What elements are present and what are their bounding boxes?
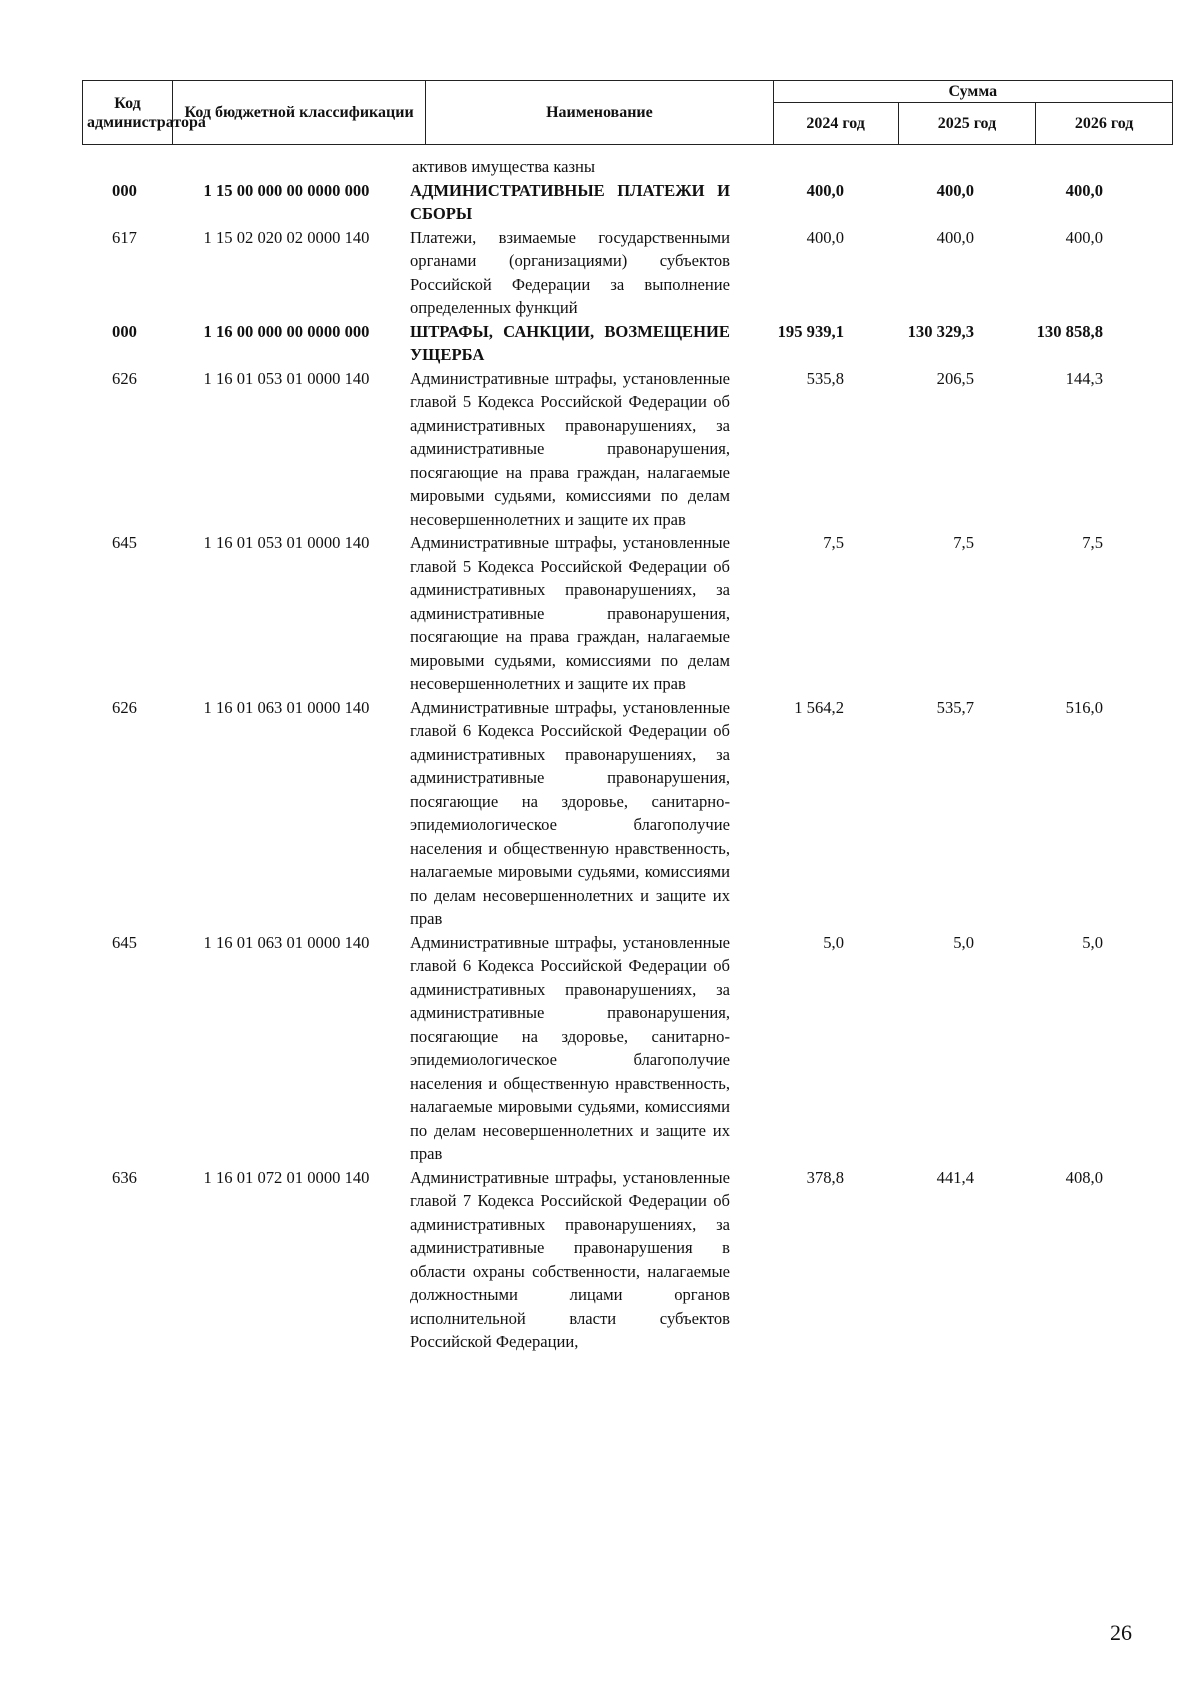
- sum-2025: 5,0: [953, 932, 974, 952]
- table-body: [82, 155, 1173, 1354]
- row-name: Административные штрафы, установленные главой 6 Кодекса Российской Федерации об административных правонарушениях, за административные правонарушения, посягающие на здоровье, санитарно-эпидемиологическое благополучие населения и общественную нравственность, налагаемые мировыми судьями, комиссиями по делам несовершеннолетних и защите их прав: [410, 932, 730, 1163]
- row-name: Административные штрафы, установленные главой 5 Кодекса Российской Федерации об административных правонарушениях, за административные правонарушения, посягающие на права граждан, налагаемые мировыми судьями, комиссиями по делам несовершеннолетних и защите их прав: [410, 533, 730, 693]
- row-name: Платежи, взимаемые государственными органами (организациями) субъектов Российской Федерации за выполнение определенных функций: [410, 227, 730, 317]
- sum-2025: 130 329,3: [907, 321, 974, 341]
- sum-2024: 378,8: [806, 1167, 844, 1187]
- row-name: Административные штрафы, установленные главой 5 Кодекса Российской Федерации об административных правонарушениях, за административные правонарушения, посягающие на права граждан, налагаемые мировыми судьями, комиссиями по делам несовершеннолетних и защите их прав: [410, 368, 730, 529]
- budget-code: 1 15 02 020 02 0000 140: [203, 227, 370, 247]
- table-header: [82, 80, 1173, 145]
- continuation-row: [82, 155, 1173, 179]
- budget-code: 1 16 01 063 01 0000 140: [203, 932, 370, 952]
- admin-code: 626: [112, 368, 137, 388]
- admin-code: 000: [112, 180, 137, 200]
- header-year-2026: 2026 год: [1036, 103, 1173, 145]
- header-sum: Сумма: [773, 81, 1172, 103]
- budget-code: 1 15 00 000 00 0000 000: [203, 180, 370, 200]
- table-row: [82, 931, 1173, 1166]
- sum-2026: 400,0: [1065, 227, 1103, 247]
- sum-2024: 535,8: [806, 368, 844, 388]
- sum-2025: 400,0: [936, 180, 974, 200]
- sum-2026: 130 858,8: [1036, 321, 1103, 341]
- header-name: Наименование: [426, 81, 773, 145]
- header-year-2024: 2024 год: [773, 103, 898, 145]
- row-name: Административные штрафы, установленные главой 6 Кодекса Российской Федерации об административных правонарушениях, за административные правонарушения, посягающие на здоровье, санитарно-эпидемиологическое благополучие населения и общественную нравственность, налагаемые мировыми судьями, комиссиями по делам несовершеннолетних и защите их прав: [410, 697, 730, 928]
- admin-code: 645: [112, 533, 137, 552]
- admin-code: 636: [112, 1167, 137, 1187]
- admin-code: 000: [112, 321, 137, 341]
- sum-2025: 206,5: [936, 368, 974, 388]
- table-row: [82, 1166, 1173, 1354]
- admin-code: 617: [112, 227, 137, 247]
- admin-code: 626: [112, 697, 137, 717]
- sum-2024: 5,0: [823, 932, 844, 952]
- row-name: ШТРАФЫ, САНКЦИИ, ВОЗМЕЩЕНИЕ УЩЕРБА: [410, 321, 730, 364]
- table-row: [82, 367, 1173, 532]
- sum-2025: 7,5: [953, 533, 974, 552]
- continuation-text: активов имущества казны: [412, 157, 596, 176]
- budget-code: 1 16 00 000 00 0000 000: [203, 321, 370, 341]
- admin-code: 645: [112, 932, 137, 952]
- sum-2026: 400,0: [1065, 180, 1103, 200]
- row-name: Административные штрафы, установленные главой 7 Кодекса Российской Федерации об административных правонарушениях, за административные правонарушения в области охраны собственности, налагаемые должностными лицами органов исполнительной власти субъектов Российской Федерации,: [410, 1167, 730, 1351]
- sum-2025: 535,7: [936, 697, 974, 717]
- header-year-2025: 2025 год: [898, 103, 1036, 145]
- sum-2025: 400,0: [936, 227, 974, 247]
- row-name: АДМИНИСТРАТИВНЫЕ ПЛАТЕЖИ И СБОРЫ: [410, 180, 730, 223]
- budget-code: 1 16 01 072 01 0000 140: [203, 1167, 370, 1187]
- table-row: [82, 320, 1173, 367]
- sum-2024: 1 564,2: [794, 697, 844, 717]
- header-budget-code: Код бюджетной классификации: [173, 81, 426, 145]
- budget-code: 1 16 01 053 01 0000 140: [203, 368, 370, 388]
- budget-code: 1 16 01 053 01 0000 140: [203, 533, 370, 552]
- table-row: [82, 226, 1173, 320]
- sum-2026: 144,3: [1065, 368, 1103, 388]
- sum-2024: 400,0: [806, 180, 844, 200]
- sum-2026: 408,0: [1065, 1167, 1103, 1187]
- sum-2025: 441,4: [936, 1167, 974, 1187]
- table-row: [82, 696, 1173, 931]
- sum-2026: 516,0: [1065, 697, 1103, 717]
- page-number: 26: [1110, 1620, 1132, 1645]
- sum-2024: 400,0: [806, 227, 844, 247]
- sum-2026: 7,5: [1082, 533, 1103, 552]
- sum-2024: 7,5: [823, 533, 844, 552]
- table-row: [82, 179, 1173, 226]
- sum-2026: 5,0: [1082, 932, 1103, 952]
- sum-2024: 195 939,1: [777, 321, 844, 341]
- table-row: [82, 531, 1173, 696]
- budget-code: 1 16 01 063 01 0000 140: [203, 697, 370, 717]
- header-admin-code: Код администратора: [83, 81, 173, 145]
